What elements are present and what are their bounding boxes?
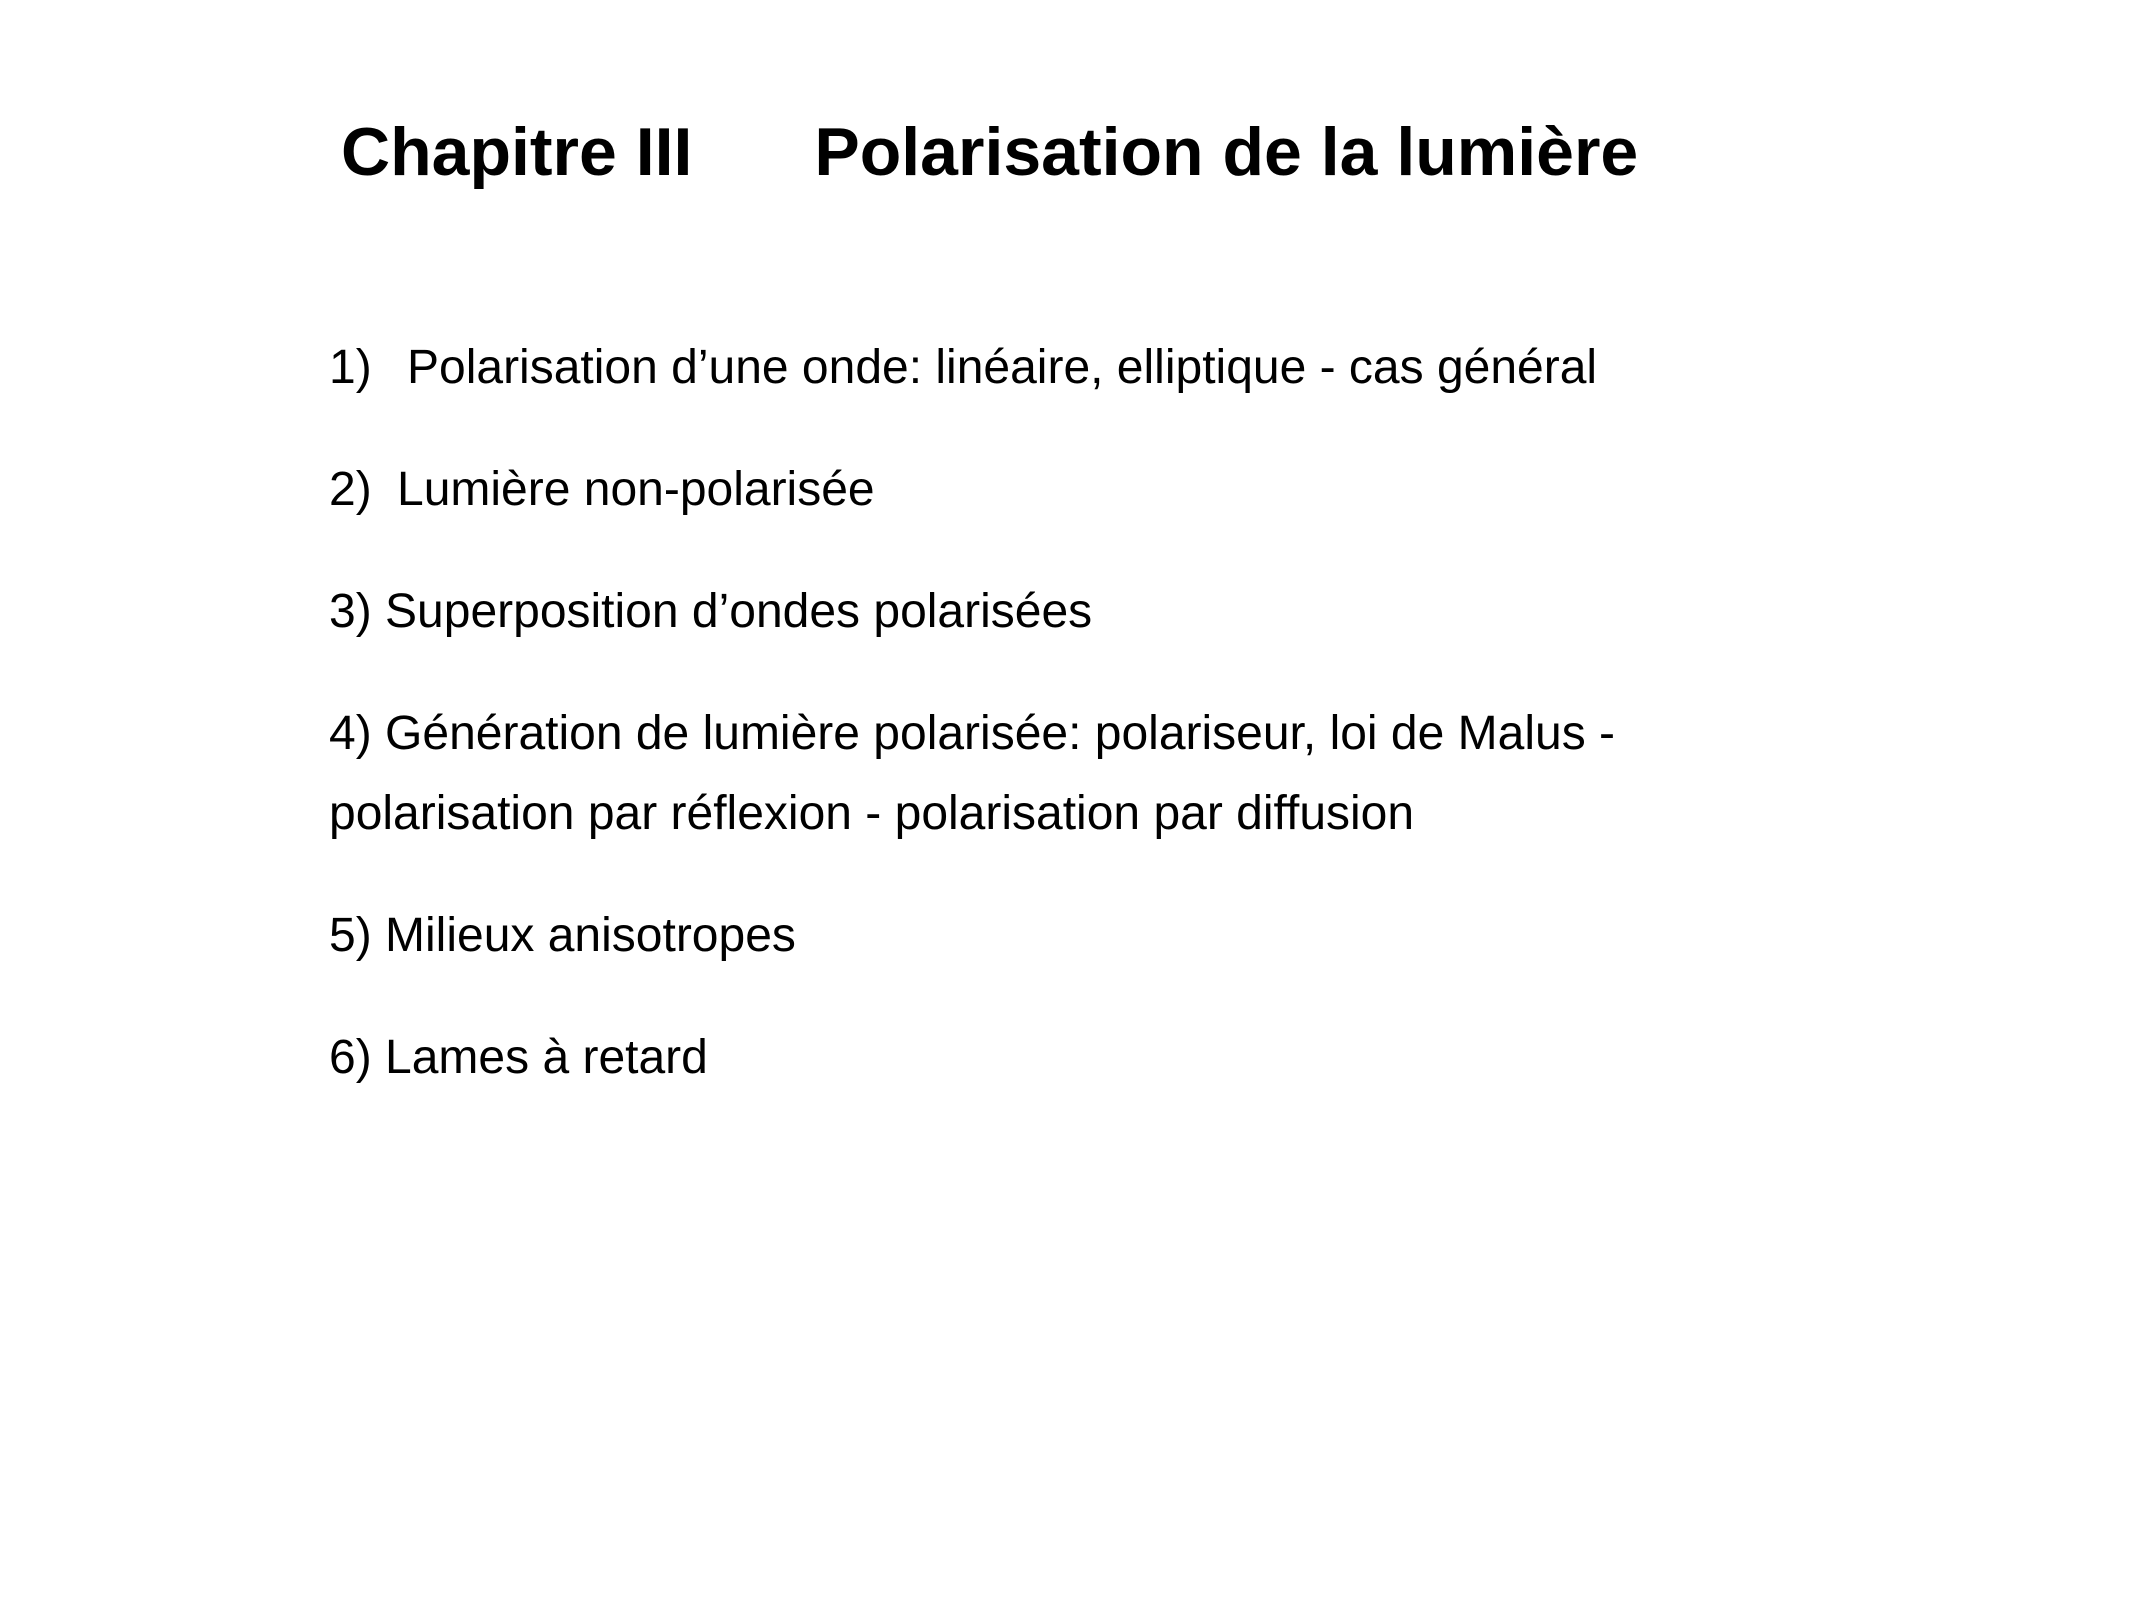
- outline-item-4: [329, 694, 2029, 854]
- outline-item-text: Milieux anisotropes: [385, 909, 796, 962]
- outline-item-line-continuation: polarisation par réflexion - polarisation par diffusion: [329, 787, 1415, 840]
- outline-list: [329, 328, 2029, 1140]
- outline-item-text: Lumière non-polarisée: [397, 463, 875, 516]
- outline-item-line: [329, 1018, 2029, 1098]
- chapter-label: Chapitre III: [341, 114, 693, 190]
- outline-item-line: [329, 896, 2029, 976]
- outline-item-text: Lames à retard: [385, 1031, 708, 1084]
- slide-title: [341, 114, 1639, 190]
- outline-item-text: Polarisation d’une onde: linéaire, elliptique - cas général: [407, 341, 1598, 394]
- outline-item-line: [329, 572, 2029, 652]
- outline-item-text: Génération de lumière polarisée: polariseur, loi de Malus -: [385, 707, 1616, 760]
- outline-item-number: 1): [329, 341, 372, 394]
- outline-item-line: [329, 328, 2029, 408]
- outline-item-number: 3): [329, 585, 372, 638]
- outline-item-line: [329, 694, 2029, 774]
- outline-item-line: [329, 450, 2029, 530]
- outline-item-5: [329, 896, 2029, 976]
- outline-item-text: Superposition d’ondes polarisées: [385, 585, 1093, 638]
- chapter-subject: Polarisation de la lumière: [814, 114, 1639, 190]
- outline-item-number: 2): [329, 463, 372, 516]
- outline-item-3: [329, 572, 2029, 652]
- outline-item-2: [329, 450, 2029, 530]
- outline-item-number: 4): [329, 707, 372, 760]
- outline-item-number: 5): [329, 909, 372, 962]
- outline-item-1: [329, 328, 2029, 408]
- outline-item-number: 6): [329, 1031, 372, 1084]
- outline-item-6: [329, 1018, 2029, 1098]
